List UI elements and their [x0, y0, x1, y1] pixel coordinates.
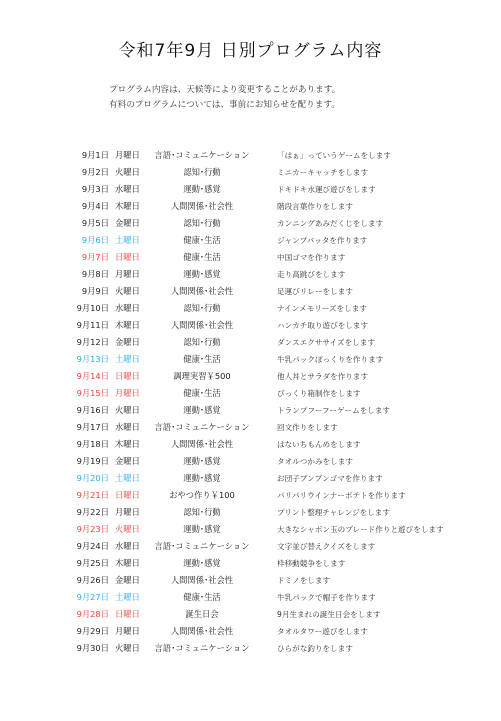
- category-label: 人間関係･社会性: [170, 439, 234, 449]
- date-cell: 9月30日: [76, 643, 109, 653]
- weekday-cell: 金曜日: [115, 218, 140, 228]
- schedule-row: [0, 419, 501, 436]
- category-label: 認知･行動: [183, 167, 221, 177]
- date-cell: 9月3日: [81, 184, 109, 194]
- date-cell: 9月19日: [76, 456, 109, 466]
- activity-cell: ドミノをします: [277, 576, 331, 585]
- date-cell: 9月8日: [81, 269, 109, 279]
- schedule-row: [0, 300, 501, 317]
- date-cell: 9月24日: [76, 541, 109, 551]
- category-label: 運動･感覚: [183, 524, 221, 534]
- date-cell: 9月16日: [76, 405, 109, 415]
- activity-cell: タオルタワー遊びをします: [277, 627, 368, 636]
- date-cell: 9月25日: [76, 558, 109, 568]
- activity-cell: ミニカーキャッチをします: [277, 168, 369, 177]
- activity-cell: トランプフーフーゲームをします: [277, 406, 391, 415]
- weekday-cell: 金曜日: [115, 337, 140, 347]
- schedule-row: [0, 555, 501, 572]
- activity-cell: 中国ゴマを作ります: [277, 253, 346, 262]
- weekday-cell: 木曜日: [115, 558, 140, 568]
- activity-cell: はないちもんめをします: [277, 440, 361, 449]
- date-cell: 9月7日: [81, 252, 109, 262]
- date-cell: 9月23日: [76, 524, 109, 534]
- schedule-row: [0, 487, 501, 504]
- activity-cell: 枠移動競争をします: [277, 559, 346, 568]
- activity-cell: 足運びリレーをします: [277, 287, 353, 296]
- category-label: 人間関係･社会性: [170, 626, 234, 636]
- category-label: 運動･感覚: [183, 405, 221, 415]
- category-label: 健康･生活: [183, 235, 221, 245]
- schedule-row: [0, 198, 501, 215]
- weekday-cell: 月曜日: [115, 507, 140, 517]
- activity-cell: ナインメモリーズをします: [277, 304, 367, 313]
- schedule-row: [0, 606, 501, 623]
- date-cell: 9月9日: [81, 286, 109, 296]
- category-label: 健康･生活: [183, 388, 221, 398]
- weekday-cell: 木曜日: [115, 320, 140, 330]
- weekday-cell: 火曜日: [115, 167, 140, 177]
- schedule-row: [0, 623, 501, 640]
- schedule-row: [0, 589, 501, 606]
- schedule-row: [0, 640, 501, 657]
- activity-cell: ひらがな釣りをします: [277, 644, 353, 653]
- weekday-cell: 火曜日: [115, 524, 140, 534]
- date-cell: 9月27日: [76, 592, 109, 602]
- weekday-cell: 日曜日: [115, 252, 140, 262]
- category-label: 健康･生活: [183, 592, 221, 602]
- weekday-cell: 水曜日: [115, 422, 140, 432]
- date-cell: 9月15日: [76, 388, 109, 398]
- date-cell: 9月5日: [81, 218, 109, 228]
- weekday-cell: 土曜日: [115, 473, 140, 483]
- schedule-row: [0, 334, 501, 351]
- activity-cell: ドキドキ水運び遊びをします: [277, 185, 376, 194]
- activity-cell: 階段言葉作りをします: [277, 202, 353, 211]
- weekday-cell: 火曜日: [115, 286, 140, 296]
- date-cell: 9月4日: [81, 201, 109, 211]
- weekday-cell: 金曜日: [115, 575, 140, 585]
- schedule-row: [0, 147, 501, 164]
- activity-cell: プリント整理チャレンジをします: [277, 508, 390, 517]
- activity-cell: 大きなシャボン玉のプレード作りと遊びをします: [277, 525, 444, 534]
- schedule-row: [0, 385, 501, 402]
- category-label: 健康･生活: [183, 354, 221, 364]
- date-cell: 9月2日: [81, 167, 109, 177]
- category-label: 認知･行動: [183, 303, 221, 313]
- date-cell: 9月11日: [76, 320, 109, 330]
- schedule-row: [0, 436, 501, 453]
- schedule-row: [0, 232, 501, 249]
- category-label: おやつ作り￥100: [169, 490, 235, 500]
- activity-cell: ハンカチ取り遊びをします: [277, 321, 369, 330]
- schedule-row: [0, 470, 501, 487]
- date-cell: 9月18日: [76, 439, 109, 449]
- date-cell: 9月17日: [76, 422, 109, 432]
- category-label: 人間関係･社会性: [170, 201, 234, 211]
- activity-cell: パリパリウインナーポテトを作ります: [277, 491, 406, 500]
- activity-cell: 牛乳パックで帽子を作ります: [277, 593, 376, 602]
- schedule-row: [0, 368, 501, 385]
- activity-cell: 9月生まれの誕生日会をします: [277, 610, 381, 619]
- category-label: 言語･コミュニケーション: [154, 422, 250, 432]
- date-cell: 9月28日: [76, 609, 109, 619]
- schedule-row: [0, 504, 501, 521]
- weekday-cell: 土曜日: [115, 592, 140, 602]
- activity-cell: 文字並び替えクイズをします: [277, 542, 376, 551]
- schedule-row: [0, 538, 501, 555]
- category-label: 調理実習￥500: [173, 371, 231, 381]
- weekday-cell: 土曜日: [115, 354, 140, 364]
- weekday-cell: 月曜日: [115, 269, 140, 279]
- weekday-cell: 月曜日: [115, 388, 140, 398]
- category-label: 言語･コミュニケーション: [154, 643, 250, 653]
- category-label: 認知･行動: [183, 507, 221, 517]
- weekday-cell: 日曜日: [115, 371, 140, 381]
- activity-cell: びっくり箱制作をします: [277, 389, 361, 398]
- category-label: 運動･感覚: [183, 184, 221, 194]
- weekday-cell: 金曜日: [115, 456, 140, 466]
- activity-cell: 回文作りをします: [277, 423, 338, 432]
- schedule-row: [0, 215, 501, 232]
- schedule-table: [0, 147, 501, 657]
- category-label: 運動･感覚: [183, 473, 221, 483]
- date-cell: 9月20日: [76, 473, 109, 483]
- note-line: 有料のプログラムについては、事前にお知らせを配ります。: [109, 100, 340, 110]
- category-label: 健康･生活: [183, 252, 221, 262]
- weekday-cell: 土曜日: [115, 235, 140, 245]
- weekday-cell: 月曜日: [115, 626, 140, 636]
- schedule-row: [0, 351, 501, 368]
- schedule-row: [0, 164, 501, 181]
- activity-cell: タオルつかみをします: [277, 457, 353, 466]
- weekday-cell: 日曜日: [115, 490, 140, 500]
- schedule-row: [0, 249, 501, 266]
- schedule-row: [0, 266, 501, 283]
- date-cell: 9月29日: [76, 626, 109, 636]
- date-cell: 9月13日: [76, 354, 109, 364]
- category-label: 人間関係･社会性: [170, 286, 234, 296]
- schedule-row: [0, 572, 501, 589]
- category-label: 運動･感覚: [183, 269, 221, 279]
- activity-cell: 牛乳パックぽっくりを作ります: [277, 355, 384, 364]
- date-cell: 9月26日: [76, 575, 109, 585]
- weekday-cell: 火曜日: [115, 643, 140, 653]
- date-cell: 9月22日: [76, 507, 109, 517]
- category-label: 言語･コミュニケーション: [154, 541, 250, 551]
- schedule-row: [0, 181, 501, 198]
- weekday-cell: 水曜日: [115, 303, 140, 313]
- category-label: 言語･コミュニケーション: [154, 150, 250, 160]
- date-cell: 9月12日: [76, 337, 109, 347]
- category-label: 認知･行動: [183, 337, 221, 347]
- category-label: 人間関係･社会性: [170, 575, 234, 585]
- schedule-row: [0, 283, 501, 300]
- page-title: 令和7年9月 日別プログラム内容: [118, 41, 383, 61]
- category-label: 人間関係･社会性: [170, 320, 234, 330]
- category-label: 運動･感覚: [183, 558, 221, 568]
- activity-cell: ダンスエクササイズをします: [277, 338, 375, 347]
- weekday-cell: 月曜日: [115, 150, 140, 160]
- activity-cell: お団子ブンブンゴマを作ります: [277, 474, 383, 483]
- schedule-row: [0, 402, 501, 419]
- schedule-row: [0, 317, 501, 334]
- category-label: 誕生日会: [185, 609, 219, 619]
- weekday-cell: 木曜日: [115, 439, 140, 449]
- category-label: 認知･行動: [183, 218, 221, 228]
- category-label: 運動･感覚: [183, 456, 221, 466]
- activity-cell: 走り高跳びをします: [277, 270, 346, 279]
- date-cell: 9月21日: [76, 490, 109, 500]
- note-line: プログラム内容は、天候等により変更することがあります。: [109, 85, 341, 95]
- weekday-cell: 日曜日: [115, 609, 140, 619]
- activity-cell: カンニングあみだくじをします: [277, 219, 384, 228]
- weekday-cell: 水曜日: [115, 184, 140, 194]
- activity-cell: 「はぁ」っていうゲームをします: [277, 151, 391, 160]
- activity-cell: 他人丼とサラダを作ります: [277, 372, 369, 381]
- date-cell: 9月6日: [81, 235, 109, 245]
- date-cell: 9月10日: [76, 303, 109, 313]
- activity-cell: ジャンプバッタを作ります: [277, 236, 368, 245]
- schedule-row: [0, 453, 501, 470]
- weekday-cell: 火曜日: [115, 405, 140, 415]
- date-cell: 9月1日: [81, 150, 109, 160]
- weekday-cell: 木曜日: [115, 201, 140, 211]
- notes: [109, 83, 340, 113]
- schedule-row: [0, 521, 501, 538]
- date-cell: 9月14日: [76, 371, 109, 381]
- weekday-cell: 水曜日: [115, 541, 140, 551]
